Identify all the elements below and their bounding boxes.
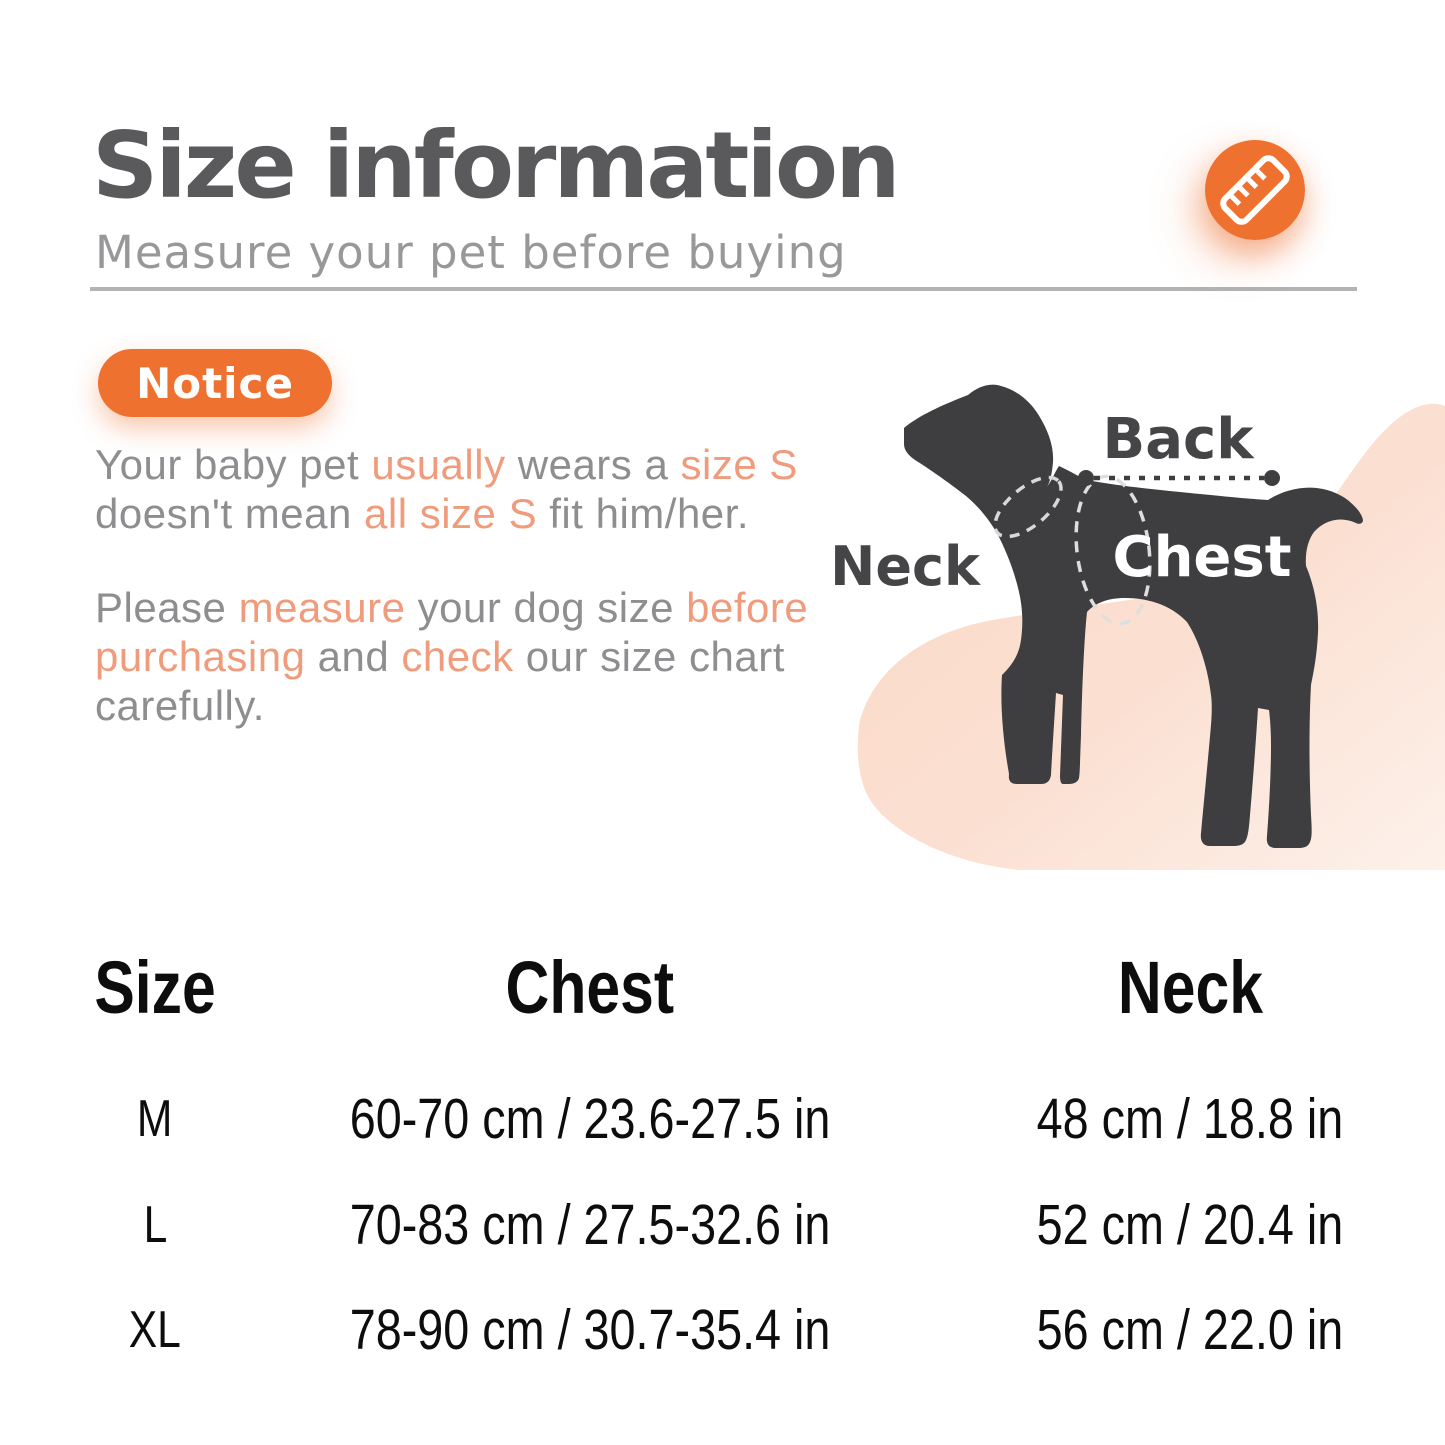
chest-label: Chest: [1112, 525, 1292, 590]
highlight-purchasing: purchasing: [95, 633, 306, 680]
back-label: Back: [1102, 407, 1254, 472]
highlight-measure: measure: [238, 584, 406, 631]
notice-badge: [98, 349, 332, 417]
highlight-usually: usually: [371, 441, 506, 488]
table-row-m: [0, 1073, 1445, 1165]
size-value: M: [137, 1090, 173, 1148]
highlight-before: before: [686, 584, 809, 631]
size-value: XL: [128, 1301, 182, 1359]
header-divider: [90, 287, 1357, 291]
highlight-all-size-s: all size S: [364, 490, 538, 537]
size-table-header-row: [0, 940, 1445, 1035]
page-subtitle: Measure your pet before buying: [95, 226, 847, 279]
header-neck: Neck: [1117, 946, 1263, 1029]
size-value: L: [143, 1196, 167, 1254]
notice-badge-label: Notice: [136, 358, 294, 408]
neck-value: 56 cm / 22.0 in: [1036, 1298, 1344, 1362]
notice-paragraph-2: Please measure your dog size before purchasing and check our size chart carefully.: [95, 584, 809, 729]
dog-measurement-diagram: [820, 370, 1445, 870]
header-chest: Chest: [505, 946, 675, 1029]
chest-value: 60-70 cm / 23.6-27.5 in: [349, 1087, 831, 1151]
neck-value: 52 cm / 20.4 in: [1036, 1193, 1344, 1257]
back-measure-dot-right: [1264, 470, 1280, 486]
notice-paragraph-1: Your baby pet usually wears a size S doesn't mean all size S fit him/her.: [95, 441, 798, 537]
chest-value: 78-90 cm / 30.7-35.4 in: [349, 1298, 831, 1362]
header-size: Size: [94, 946, 216, 1029]
neck-label: Neck: [830, 535, 980, 598]
chest-value: 70-83 cm / 27.5-32.6 in: [349, 1193, 831, 1257]
neck-value: 48 cm / 18.8 in: [1036, 1087, 1344, 1151]
table-row-xl: [0, 1284, 1445, 1376]
highlight-size-s: size S: [680, 441, 798, 488]
ruler-icon: [1205, 140, 1305, 240]
table-row-l: [0, 1179, 1445, 1271]
back-measure-dot-left: [1078, 470, 1094, 486]
highlight-check: check: [401, 633, 514, 680]
page-title: Size information: [92, 112, 898, 219]
